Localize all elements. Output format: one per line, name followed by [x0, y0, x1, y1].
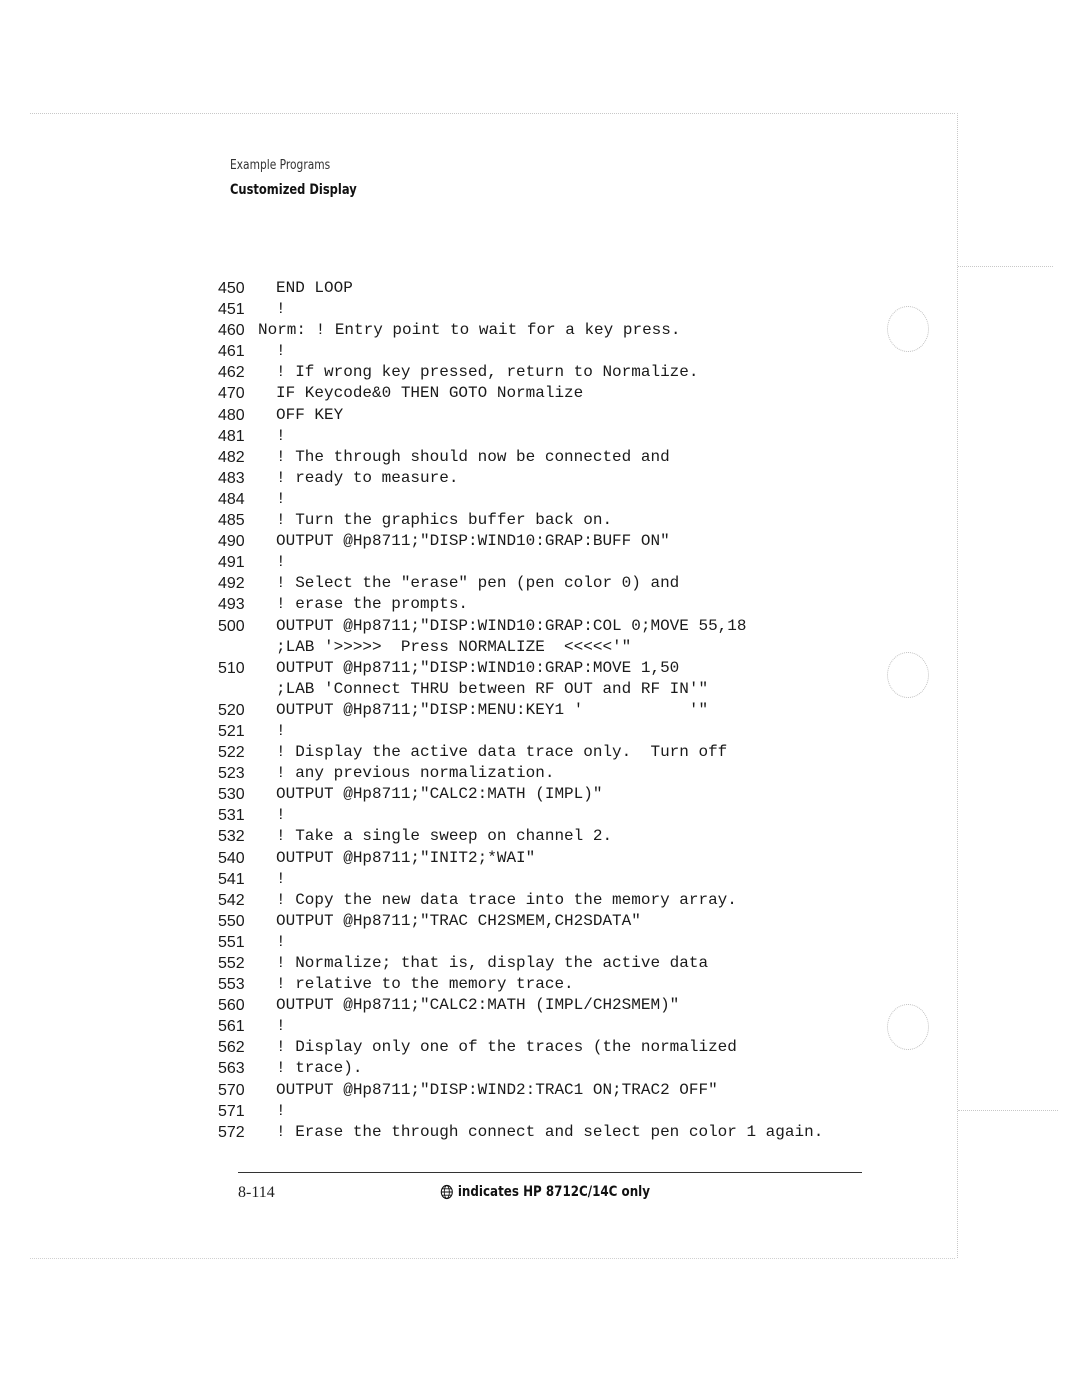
- line-text: OFF KEY: [276, 405, 344, 424]
- code-line: [218, 320, 823, 341]
- line-number: 462: [218, 364, 245, 382]
- line-number: 521: [218, 722, 245, 740]
- line-number: 481: [218, 427, 245, 445]
- line-number: 492: [218, 575, 245, 593]
- code-line: [218, 489, 823, 510]
- page-title: Customized Display: [230, 182, 357, 198]
- line-text: !: [276, 932, 286, 951]
- line-number: 530: [218, 786, 245, 804]
- line-number: 571: [218, 1102, 245, 1120]
- line-number: 483: [218, 469, 245, 487]
- line-number: 485: [218, 512, 245, 530]
- code-line: [218, 848, 823, 869]
- code-line: [218, 721, 823, 742]
- line-number: 540: [218, 849, 245, 867]
- binder-hole-bottom: [887, 1004, 929, 1050]
- code-line: [218, 679, 823, 700]
- code-listing: [218, 278, 823, 1143]
- line-text: OUTPUT @Hp8711;"DISP:WIND10:GRAP:COL 0;MOVE 55,18: [276, 616, 747, 635]
- line-text: END LOOP: [276, 279, 353, 297]
- code-line: [218, 763, 823, 784]
- line-text: ! Normalize; that is, display the active data: [276, 954, 709, 972]
- line-number: 561: [218, 1018, 245, 1036]
- code-line: [218, 742, 823, 763]
- line-number: 550: [218, 912, 245, 930]
- line-text: !: [276, 1101, 286, 1120]
- code-line: [218, 932, 823, 953]
- code-line: [218, 700, 823, 721]
- section-label: Example Programs: [230, 158, 331, 173]
- line-number: 500: [218, 617, 245, 635]
- line-number: 572: [218, 1123, 245, 1141]
- line-text: OUTPUT @Hp8711;"DISP:WIND2:TRAC1 ON;TRAC2 OFF": [276, 1080, 718, 1099]
- scan-edge-top: [30, 113, 955, 114]
- line-number: 490: [218, 533, 245, 551]
- code-line: [218, 1122, 823, 1143]
- line-number: 523: [218, 765, 245, 783]
- footer-note-text: indicates HP 8712C/14C only: [457, 1184, 651, 1200]
- line-number: 560: [218, 997, 245, 1015]
- line-number: 520: [218, 701, 245, 719]
- line-number: 510: [218, 659, 245, 677]
- line-text: !: [276, 300, 286, 319]
- line-text: ! Take a single sweep on channel 2.: [276, 827, 613, 846]
- line-text: !: [276, 342, 286, 361]
- code-line: [218, 1016, 823, 1037]
- code-line: [218, 869, 823, 890]
- footer-rule: [238, 1172, 862, 1173]
- code-line: [218, 1101, 823, 1122]
- line-text: OUTPUT @Hp8711;"TRAC CH2SMEM,CH2SDATA": [276, 911, 641, 930]
- line-text: IF Keycode&0 THEN GOTO Normalize: [276, 384, 584, 403]
- scan-edge-bottom: [30, 1258, 955, 1259]
- code-line: [218, 447, 823, 468]
- code-line: [218, 341, 823, 362]
- line-number: 493: [218, 596, 245, 614]
- globe-icon: [440, 1184, 454, 1200]
- line-text: ! Select the "erase" pen (pen color 0) and: [276, 574, 680, 593]
- line-number: 553: [218, 976, 245, 994]
- line-text: ! erase the prompts.: [276, 595, 469, 614]
- line-number: 461: [218, 343, 245, 361]
- code-line: [218, 890, 823, 911]
- code-line: [218, 974, 823, 995]
- code-line: [218, 468, 823, 489]
- code-line: [218, 826, 823, 847]
- code-line: [218, 911, 823, 932]
- line-text: !: [276, 869, 286, 888]
- line-text: ! Display only one of the traces (the normalized: [276, 1038, 737, 1057]
- line-text: OUTPUT @Hp8711;"CALC2:MATH (IMPL/CH2SMEM)": [276, 996, 680, 1015]
- code-line: [218, 1080, 823, 1101]
- code-line: [218, 510, 823, 531]
- code-line: [218, 637, 823, 658]
- line-number: 532: [218, 828, 245, 846]
- line-text: OUTPUT @Hp8711;"INIT2;*WAI": [276, 848, 536, 867]
- line-number: 570: [218, 1081, 245, 1099]
- line-text: !: [276, 426, 286, 445]
- scan-tick-upper: [958, 266, 1053, 267]
- scan-edge-right: [957, 113, 958, 1258]
- line-number: 450: [218, 280, 245, 297]
- line-number: 491: [218, 554, 245, 572]
- line-number: [218, 679, 276, 700]
- line-text: OUTPUT @Hp8711;"DISP:WIND10:GRAP:MOVE 1,50: [276, 658, 680, 677]
- line-text: ! Turn the graphics buffer back on.: [276, 511, 613, 530]
- code-line: [218, 1058, 823, 1079]
- code-line: [218, 573, 823, 594]
- line-number: 484: [218, 490, 245, 508]
- line-text: ! Copy the new data trace into the memory array.: [276, 890, 737, 909]
- code-line: [218, 1037, 823, 1058]
- code-line: [218, 616, 823, 637]
- line-text: ! ready to measure.: [276, 468, 459, 487]
- line-number: 451: [218, 301, 245, 319]
- line-number: 562: [218, 1039, 245, 1057]
- line-number: 460: [218, 322, 245, 340]
- line-number: 542: [218, 891, 245, 909]
- line-text: ! Display the active data trace only. Turn off: [276, 743, 728, 762]
- line-text: ;LAB 'Connect THRU between RF OUT and RF IN'": [276, 679, 709, 698]
- line-number: 531: [218, 807, 245, 825]
- code-line: [218, 362, 823, 383]
- line-text: !: [276, 806, 286, 825]
- page-number: 8-114: [238, 1184, 275, 1201]
- line-text: OUTPUT @Hp8711;"DISP:MENU:KEY1 ' '": [276, 700, 709, 719]
- binder-hole-middle: [887, 652, 929, 698]
- line-number: 563: [218, 1060, 245, 1078]
- code-line: [218, 594, 823, 615]
- line-text: OUTPUT @Hp8711;"CALC2:MATH (IMPL)": [276, 785, 603, 804]
- line-text: ! relative to the memory trace.: [276, 975, 574, 994]
- line-text: !: [276, 721, 286, 740]
- line-text: OUTPUT @Hp8711;"DISP:WIND10:GRAP:BUFF ON": [276, 532, 670, 551]
- line-text: !: [276, 489, 286, 508]
- line-number: 482: [218, 448, 245, 466]
- line-number: [218, 637, 276, 658]
- line-text: ! any previous normalization.: [276, 764, 555, 783]
- code-line: [218, 658, 823, 679]
- line-number: 480: [218, 406, 245, 424]
- scan-tick-lower: [958, 1110, 1058, 1111]
- line-text: !: [276, 1017, 286, 1036]
- line-text: ! If wrong key pressed, return to Normalize.: [276, 363, 699, 382]
- code-line: [218, 426, 823, 447]
- code-line: [218, 552, 823, 573]
- line-number: 552: [218, 955, 245, 972]
- code-line: [218, 278, 823, 299]
- code-line: [218, 383, 823, 404]
- binder-hole-top: [887, 306, 929, 352]
- line-text: ;LAB '>>>>> Press NORMALIZE <<<<<'": [276, 637, 632, 656]
- line-text: ! The through should now be connected and: [276, 447, 670, 466]
- code-line: [218, 953, 823, 974]
- code-line: [218, 805, 823, 826]
- code-line: [218, 299, 823, 320]
- line-number: 522: [218, 744, 245, 762]
- footer-note: [440, 1184, 650, 1200]
- line-number: 470: [218, 385, 245, 403]
- line-text: ! Erase the through connect and select pen color 1 again.: [276, 1122, 824, 1141]
- line-number: 541: [218, 870, 245, 888]
- code-line: [218, 995, 823, 1016]
- line-number: 551: [218, 933, 245, 951]
- code-line: [218, 405, 823, 426]
- line-text: ! trace).: [276, 1059, 363, 1078]
- code-line: [218, 531, 823, 552]
- line-text: Norm: ! Entry point to wait for a key press.: [258, 321, 681, 340]
- code-line: [218, 784, 823, 805]
- line-text: !: [276, 553, 286, 572]
